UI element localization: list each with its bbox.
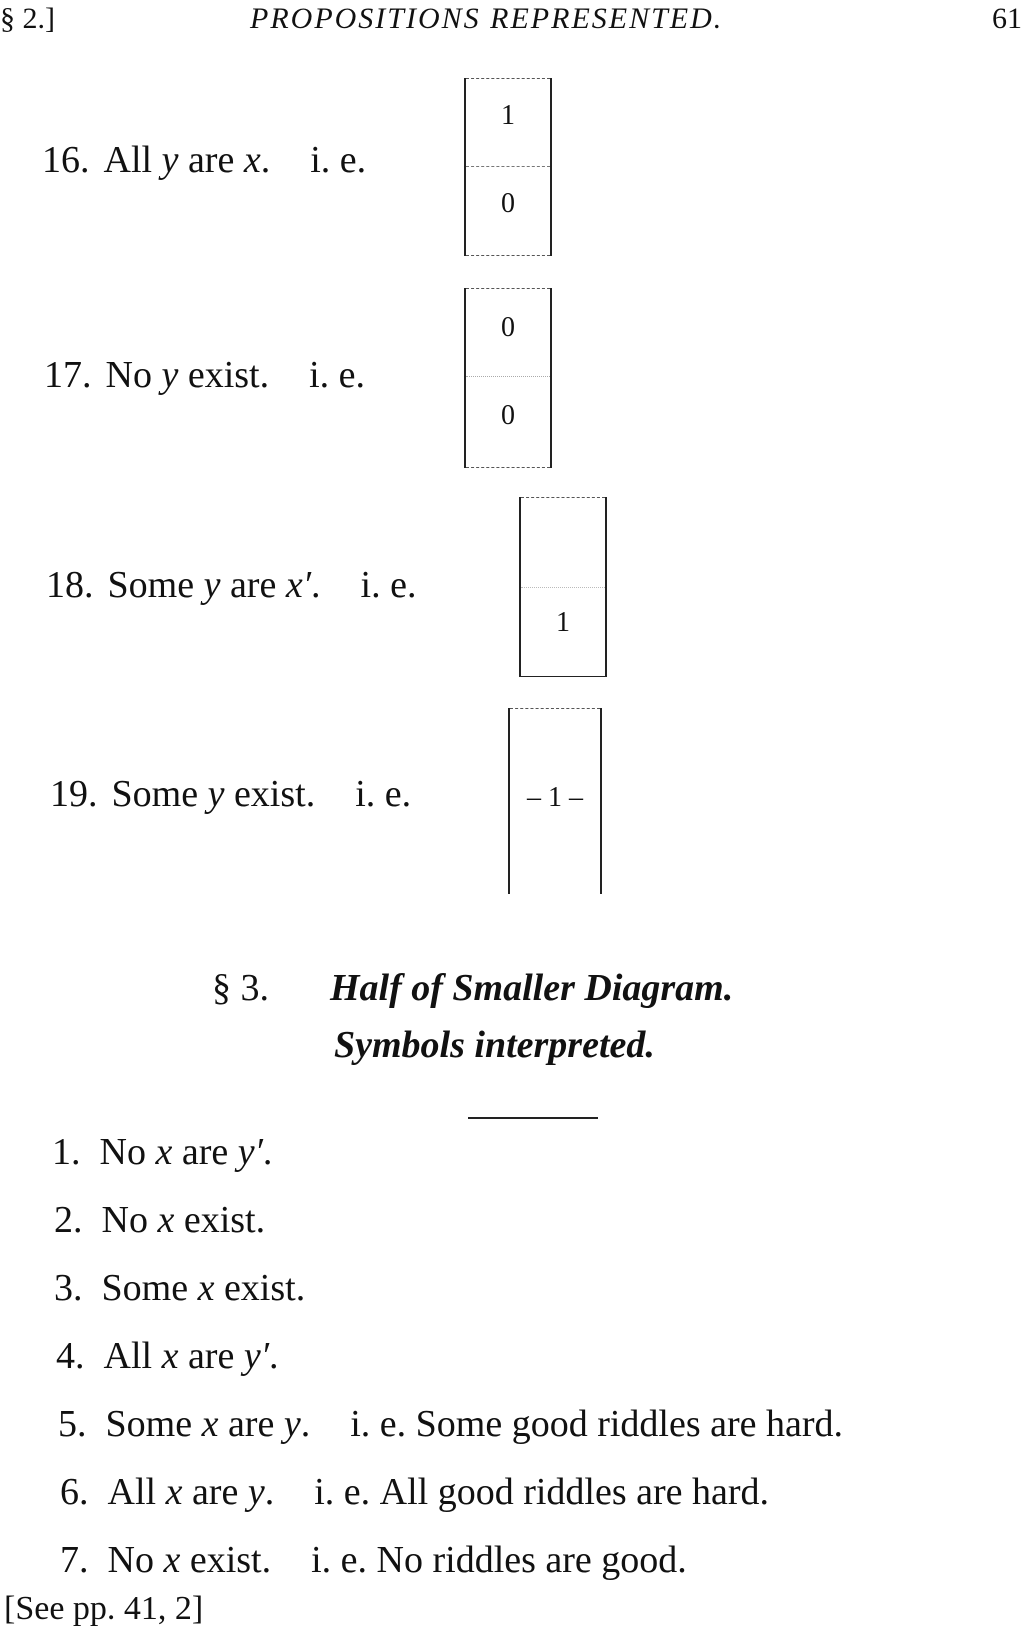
- variable: x: [161, 1335, 179, 1377]
- section-title: Half of Smaller Diagram.: [330, 967, 734, 1009]
- section-title-line1: [330, 966, 733, 1010]
- proposition-text: Some: [107, 564, 204, 606]
- interpretation-sentence: No riddles are good.: [376, 1539, 687, 1581]
- ie-label: i. e.: [314, 1471, 371, 1513]
- proposition-text: .: [311, 564, 321, 606]
- proposition-text: Some: [111, 773, 208, 815]
- item-text: All: [103, 1335, 162, 1377]
- item-text: are: [178, 1335, 244, 1377]
- variable: x: [243, 139, 261, 181]
- ie-label: i. e.: [310, 139, 367, 181]
- ie-label: i. e.: [355, 773, 412, 815]
- variable: y: [161, 354, 179, 396]
- item-number: 4.: [56, 1335, 85, 1377]
- interpretation-sentence: Some good riddles are hard.: [415, 1403, 844, 1445]
- interpretation-1: [52, 1130, 272, 1174]
- interpretation-3: [54, 1266, 305, 1310]
- section-reference: § 2.]: [0, 2, 55, 35]
- proposition-17: [44, 353, 365, 397]
- diagram-16: [464, 78, 552, 256]
- diagram-cell-lower: 0: [501, 188, 515, 219]
- section-marker: § 3.: [212, 967, 269, 1009]
- proposition-number: 17.: [44, 354, 92, 396]
- item-text: Some: [101, 1267, 198, 1309]
- variable: y: [283, 1403, 301, 1445]
- variable: y: [161, 139, 179, 181]
- item-text: .: [264, 1471, 275, 1513]
- item-text: are: [182, 1471, 248, 1513]
- diagram-cell-lower: 1: [556, 607, 570, 638]
- proposition-16: [42, 138, 366, 182]
- section-subtitle: Symbols interpreted.: [334, 1024, 655, 1066]
- running-title: PROPOSITIONS REPRESENTED.: [250, 2, 724, 35]
- interpretation-5: [58, 1402, 843, 1446]
- variable: y: [203, 564, 221, 606]
- proposition-number: 16.: [42, 139, 90, 181]
- proposition-number: 19.: [50, 773, 98, 815]
- page-number: 61: [992, 2, 1022, 35]
- item-text: .: [269, 1335, 279, 1377]
- item-text: No: [107, 1539, 164, 1581]
- item-number: 3.: [54, 1267, 83, 1309]
- proposition-text: are: [220, 564, 286, 606]
- diagram-cell-upper: 1: [501, 100, 515, 131]
- diagram-19: [508, 708, 602, 894]
- item-number: 2.: [54, 1199, 83, 1241]
- diagram-17: [464, 288, 552, 468]
- variable: y′: [237, 1131, 263, 1173]
- diagram-boundary-mark: – 1 –: [527, 782, 583, 813]
- ie-label: i. e.: [360, 564, 417, 606]
- variable: y: [247, 1471, 265, 1513]
- proposition-text: exist.: [178, 354, 270, 396]
- ie-label: i. e.: [311, 1539, 368, 1581]
- variable: x: [157, 1199, 175, 1241]
- diagram-cell-upper: 0: [501, 312, 515, 343]
- variable: y′: [243, 1335, 270, 1377]
- item-text: exist.: [180, 1539, 272, 1581]
- diagram-18: [519, 497, 607, 677]
- proposition-text: exist.: [224, 773, 316, 815]
- item-text: exist.: [174, 1199, 266, 1241]
- proposition-19: [50, 772, 411, 816]
- item-number: 6.: [60, 1471, 89, 1513]
- variable: x: [197, 1267, 215, 1309]
- section-divider: [468, 1117, 598, 1119]
- item-number: 1.: [52, 1131, 81, 1173]
- interpretation-sentence: All good riddles are hard.: [379, 1471, 770, 1513]
- interpretation-7: [60, 1538, 687, 1582]
- item-number: 7.: [60, 1539, 89, 1581]
- page-reference-note: [See pp. 41, 2]: [4, 1590, 204, 1627]
- variable: x: [165, 1471, 183, 1513]
- interpretation-4: [56, 1334, 279, 1378]
- variable: x: [155, 1131, 173, 1173]
- ie-label: i. e.: [309, 354, 366, 396]
- proposition-text: .: [260, 139, 271, 181]
- item-text: No: [99, 1131, 156, 1173]
- item-text: No: [101, 1199, 158, 1241]
- item-text: .: [262, 1131, 273, 1173]
- proposition-text: All: [103, 139, 162, 181]
- proposition-number: 18.: [46, 564, 94, 606]
- item-number: 5.: [58, 1403, 87, 1445]
- proposition-18: [46, 563, 416, 607]
- item-text: Some: [105, 1403, 202, 1445]
- ie-label: i. e.: [350, 1403, 407, 1445]
- variable: x: [201, 1403, 219, 1445]
- section-title-line2: [334, 1023, 655, 1067]
- diagram-cell-lower: 0: [501, 400, 515, 431]
- variable: y: [207, 773, 225, 815]
- variable: x: [163, 1539, 181, 1581]
- interpretation-6: [60, 1470, 769, 1514]
- item-text: are: [172, 1131, 238, 1173]
- interpretation-2: [54, 1198, 265, 1242]
- item-text: .: [300, 1403, 311, 1445]
- item-text: exist.: [214, 1267, 306, 1309]
- variable: x′: [285, 564, 312, 606]
- proposition-text: No: [105, 354, 162, 396]
- item-text: are: [218, 1403, 284, 1445]
- proposition-text: are: [178, 139, 244, 181]
- item-text: All: [107, 1471, 166, 1513]
